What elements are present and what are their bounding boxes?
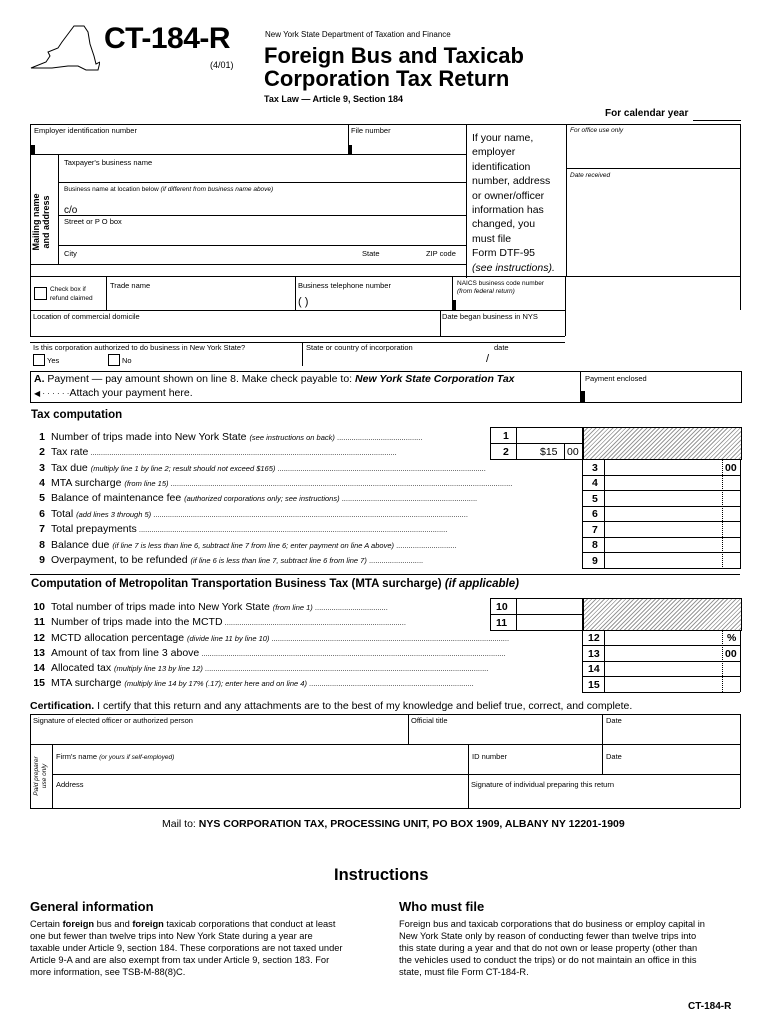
city-label: City: [64, 249, 77, 258]
line-11-input[interactable]: [518, 616, 580, 628]
official-title-label: Official title: [411, 716, 448, 725]
official-title-input[interactable]: [412, 726, 598, 742]
line-2-label: 2 Tax rate ...................................................................................................................................................: [39, 446, 397, 458]
preparer-id-input[interactable]: [472, 762, 598, 772]
line-15-label: 15 MTA surcharge (multiply line 14 by 17% (.17); enter here and on line 4) ...............................................................................: [33, 677, 474, 689]
date-began-label: Date began business in NYS: [442, 312, 538, 321]
authorized-yes-checkbox[interactable]: [33, 354, 45, 366]
line-12-number-box: 12: [588, 632, 600, 644]
ein-label: Employer identification number: [34, 126, 137, 135]
footer-form-id: CT-184-R: [688, 1001, 732, 1012]
line-4-number-box: 4: [592, 477, 598, 489]
zip-label: ZIP code: [426, 249, 456, 258]
naics-label: NAICS business code number: [457, 280, 545, 287]
line-3-cents: 00: [725, 462, 737, 474]
firm-name-input[interactable]: [56, 762, 466, 772]
line-9-label: 9 Overpayment, to be refunded (if line 6 is less than line 7, subtract line 6 from line 7) ..........................: [39, 554, 424, 566]
file-number-label: File number: [351, 126, 391, 135]
address-label: Address: [56, 780, 84, 789]
state-label: State: [362, 249, 380, 258]
tax-computation-heading: Tax computation: [31, 409, 123, 421]
line-5-input[interactable]: [606, 491, 720, 504]
authorized-no-checkbox[interactable]: [108, 354, 120, 366]
tax-rate-cents: 00: [567, 446, 579, 458]
naics-note: (from federal return): [457, 288, 515, 295]
preparer-signature-input[interactable]: [472, 790, 736, 804]
office-use-label: For office use only: [570, 127, 624, 134]
line-1-number-box: 1: [503, 430, 509, 442]
who-must-file-text: Foreign bus and taxicab corporations that do business or employ capital in New York State only by reason of conducting fewer than twelve trips into this state during a year and that do not own or lease property (other than the vehicles used to conduct the trips) or do not maintain an office in this state, must file Form CT-184-R.: [399, 919, 705, 977]
street-label: Street or P O box: [64, 217, 122, 226]
line-7-label: 7 Total prepayments ....................................................................................................................................................: [39, 523, 448, 535]
line-13-label: 13 Amount of tax from line 3 above ..................................................................................................................................................: [33, 647, 506, 659]
general-info-heading: General information: [30, 899, 154, 914]
line-10-input[interactable]: [518, 600, 580, 612]
line-11-label: 11 Number of trips made into the MCTD .......................................................................................: [33, 616, 406, 628]
incorporation-date-label: date: [494, 343, 509, 352]
payment-enclosed-label: Payment enclosed: [585, 374, 647, 383]
line-8-number-box: 8: [592, 539, 598, 551]
line-8-label: 8 Balance due (if line 7 is less than line 6, subtract line 7 from line 6; enter payment on line A above) .............................: [39, 539, 457, 551]
line-10-number-box: 10: [496, 601, 508, 613]
shaded-area-lines-10-11: [583, 598, 742, 631]
ein-input[interactable]: [36, 136, 341, 152]
line-4-label: 4 MTA surcharge (from line 15) ....................................................................................................................................................................: [39, 477, 513, 489]
yes-label: Yes: [47, 356, 60, 365]
line-14-input[interactable]: [606, 662, 720, 675]
line-8-input[interactable]: [606, 538, 720, 551]
file-number-input[interactable]: [354, 136, 462, 152]
cert-date-input[interactable]: [606, 726, 736, 742]
phone-input[interactable]: ( ): [298, 296, 309, 308]
line-1-label: 1 Number of trips made into New York State (see instructions on back) .........................................: [39, 431, 423, 443]
line-9-number-box: 9: [592, 555, 598, 567]
cert-date-label: Date: [606, 716, 622, 725]
line-2-number-box: 2: [503, 446, 509, 458]
line-12-label: 12 MCTD allocation percentage (divide line 11 by line 10) ..................................................................................................................: [33, 632, 510, 644]
department-name: New York State Department of Taxation and Finance: [265, 30, 451, 39]
revision-date: (4/01): [210, 60, 234, 70]
authorized-question: Is this corporation authorized to do business in New York State?: [33, 343, 246, 352]
firm-name-label: Firm's name (or yours if self-employed): [56, 752, 175, 761]
domicile-label: Location of commercial domicile: [33, 312, 140, 321]
line-13-number-box: 13: [588, 648, 600, 660]
line-7-input[interactable]: [606, 522, 720, 535]
line-3-input[interactable]: [606, 460, 720, 473]
mailing-address-label: Mailing name and address: [31, 193, 51, 251]
location-name-label: Business name at location below (if different from business name above): [64, 186, 274, 193]
paid-preparer-label: Paid preparer use only: [33, 756, 48, 796]
preparer-date-label: Date: [606, 752, 622, 761]
line-4-input[interactable]: [606, 476, 720, 489]
id-number-label: ID number: [472, 752, 508, 761]
line-5-label: 5 Balance of maintenance fee (authorized corporations only; see instructions) .................................................................: [39, 492, 478, 504]
certification-text: Certification. I certify that this return and any attachments are to the best of my knowledge and belief true, correct, and complete.: [30, 700, 633, 712]
refund-checkbox-label-2: refund claimed: [50, 295, 93, 302]
incorporation-label: State or country of incorporation: [306, 343, 413, 352]
line-3-label: 3 Tax due (multiply line 1 by line 2; result should not exceed $165) ....................................................................................................: [39, 462, 486, 474]
line-6-input[interactable]: [606, 507, 720, 520]
preparer-date-input[interactable]: [606, 762, 736, 772]
tax-law-reference: Tax Law — Article 9, Section 184: [264, 94, 404, 104]
new-york-state-outline-icon: [28, 24, 100, 72]
line-13-cents: 00: [725, 648, 737, 660]
general-info-text: Certain foreign bus and foreign taxicab corporations that conduct at least one but fewer than twelve trips into New York State during a year are taxable under Article 9, section 184. These corporations are not taxed under Article 9-A and are also exempt from tax under Article 9, section 183. For more information, see TSB-M-88(8)C.: [30, 919, 343, 977]
mail-to-address: Mail to: NYS CORPORATION TAX, PROCESSING UNIT, PO BOX 1909, ALBANY NY 12201-1909: [162, 818, 625, 830]
business-name-label: Taxpayer's business name: [64, 158, 153, 167]
preparer-address-input[interactable]: [56, 790, 466, 804]
form-title-line2: Corporation Tax Return: [264, 66, 510, 91]
payment-enclosed-input[interactable]: [586, 384, 736, 398]
trade-name-label: Trade name: [110, 281, 151, 290]
line-9-input[interactable]: [606, 553, 720, 566]
date-received-label: Date received: [570, 172, 611, 179]
calendar-year-input[interactable]: [693, 120, 741, 121]
care-of-label: c/o: [64, 205, 78, 216]
mta-heading: Computation of Metropolitan Transportation Business Tax (MTA surcharge) (if applicable): [31, 578, 519, 590]
line-13-input[interactable]: [606, 647, 720, 660]
payment-instruction: A. Payment — pay amount shown on line 8. Make check payable to: New York State Corporation Tax: [34, 373, 515, 385]
no-label: No: [122, 356, 132, 365]
officer-signature-input[interactable]: [34, 726, 404, 742]
tax-rate-dollars: $15: [540, 446, 558, 458]
preparer-signature-label: Signature of individual preparing this return: [471, 780, 615, 789]
line-1-input[interactable]: [518, 429, 580, 441]
line-15-number-box: 15: [588, 679, 600, 691]
calendar-year-label: For calendar year: [605, 108, 689, 119]
line-15-input[interactable]: [606, 678, 720, 691]
line-12-percent: %: [727, 632, 737, 644]
line-10-label: 10 Total number of trips made into New York State (from line 1) ...................................: [33, 601, 388, 613]
refund-claimed-checkbox[interactable]: [34, 287, 47, 300]
incorporation-date-input[interactable]: /: [486, 353, 490, 365]
line-3-number-box: 3: [592, 462, 598, 474]
address-change-notice: If your name, employer identification number, address or owner/officer information has changed, you must file Form DTF-95 (see instructions).: [472, 132, 555, 274]
signature-label: Signature of elected officer or authorized person: [33, 716, 193, 725]
shaded-area-lines-1-2: [583, 427, 742, 460]
refund-checkbox-label-1: Check box if: [50, 286, 86, 293]
phone-label: Business telephone number: [298, 281, 391, 290]
line-7-number-box: 7: [592, 524, 598, 536]
line-6-number-box: 6: [592, 508, 598, 520]
attach-payment: ◀ · · · · · ·Attach your payment here.: [34, 387, 193, 399]
line-11-number-box: 11: [496, 617, 508, 629]
line-14-number-box: 14: [588, 663, 600, 675]
form-id: CT-184-R: [104, 22, 231, 55]
instructions-heading: Instructions: [334, 866, 429, 884]
line-6-label: 6 Total (add lines 3 through 5) .......................................................................................................................................................: [39, 508, 468, 520]
form-title-line1: Foreign Bus and Taxicab: [264, 43, 524, 68]
who-must-file-heading: Who must file: [399, 899, 485, 914]
line-14-label: 14 Allocated tax (multiply line 13 by line 12) ........................................................................................................................................: [33, 662, 489, 674]
line-12-input[interactable]: [606, 631, 720, 644]
line-5-number-box: 5: [592, 493, 598, 505]
